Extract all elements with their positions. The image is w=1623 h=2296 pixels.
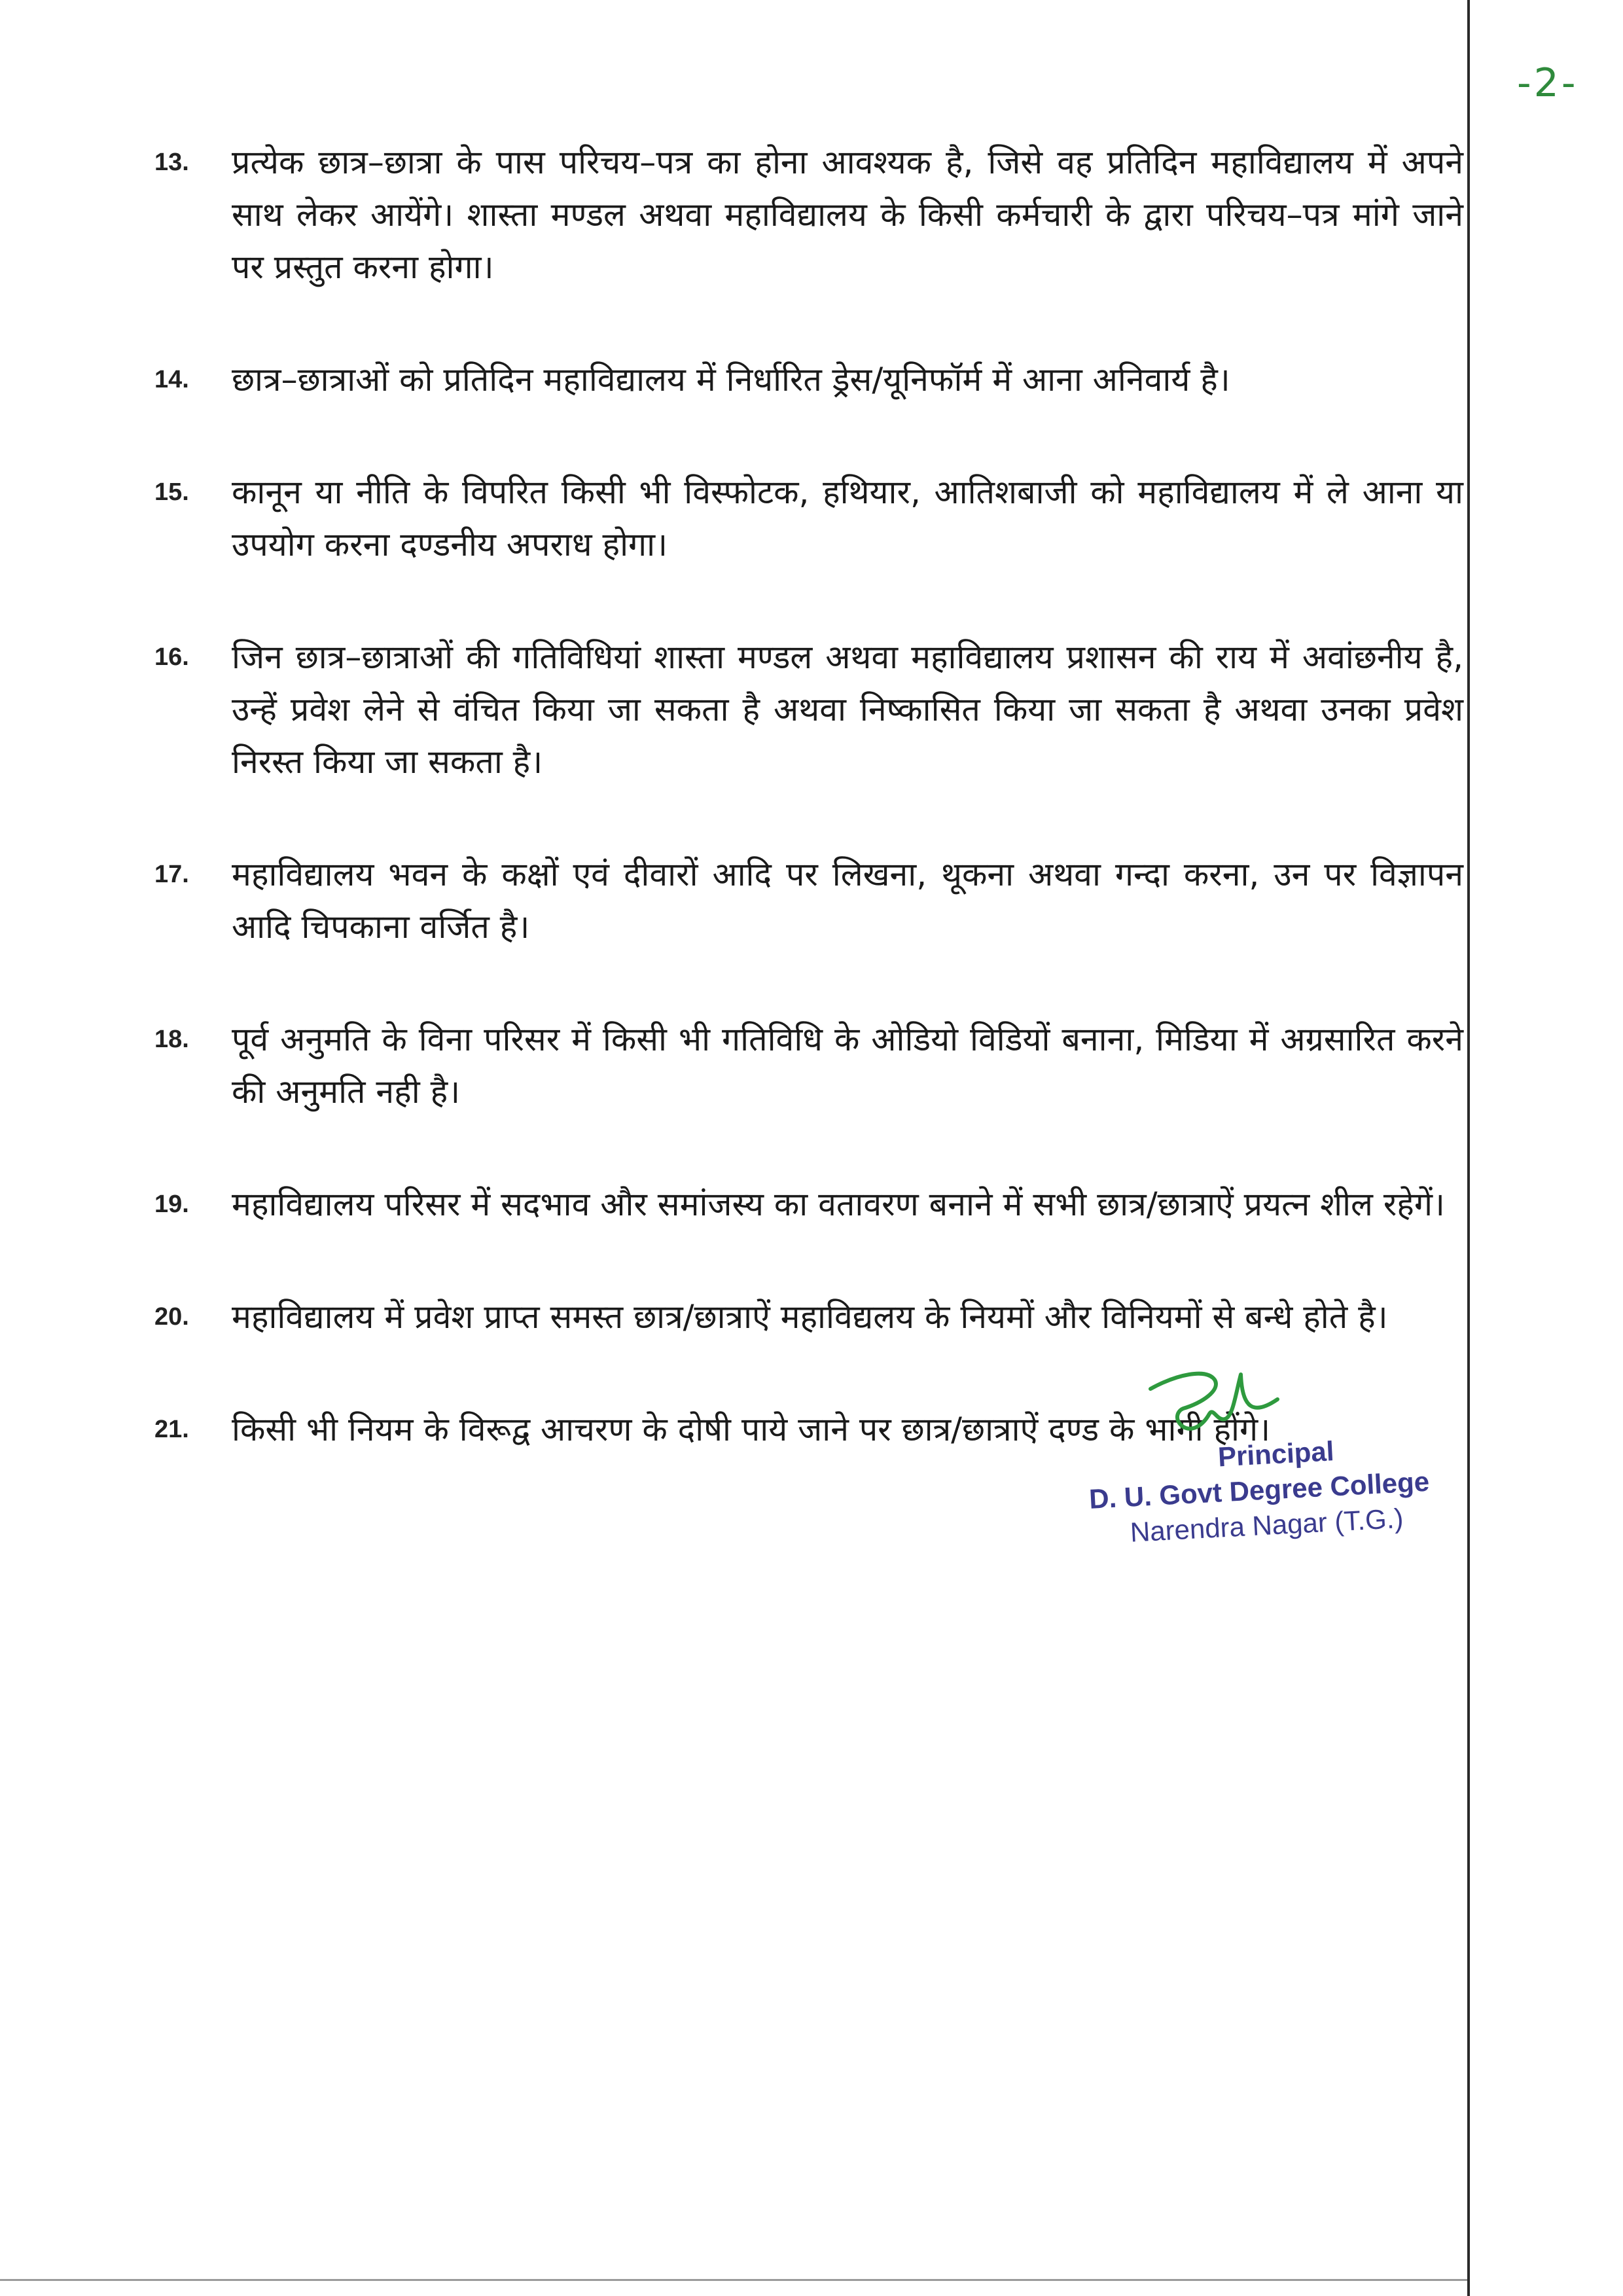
rule-number: 17. bbox=[154, 861, 189, 888]
page-number: -2- bbox=[1517, 60, 1578, 106]
rule-item bbox=[154, 353, 1463, 406]
rule-item bbox=[154, 136, 1463, 293]
rule-text: किसी भी नियम के विरूद्व आचरण के दोषी पाये जाने पर छात्र/छात्राऐं दण्ड के भागी होंगे। bbox=[232, 1410, 1271, 1448]
principal-stamp bbox=[1086, 1426, 1491, 1552]
page-edge-line bbox=[1467, 0, 1470, 2296]
rule-item bbox=[154, 848, 1463, 953]
rule-text: कानून या नीति के विपरित किसी भी विस्फोटक, हथियार, आतिशबाजी को महाविद्यालय में ले आना या उपयोग करना दण्डनीय अपराध होगा। bbox=[232, 473, 1463, 564]
page-bottom-line bbox=[0, 2279, 1467, 2281]
rule-item bbox=[154, 1178, 1463, 1230]
rule-item bbox=[154, 1013, 1463, 1118]
stamp-place: Narendra Nagar (T.G.) bbox=[1129, 1502, 1404, 1548]
rule-text: प्रत्येक छात्र–छात्रा के पास परिचय–पत्र का होना आवश्यक है, जिसे वह प्रतिदिन महाविद्यालय में अपने साथ लेकर आयेंगे। शास्ता मण्डल अथवा महाविद्यालय के किसी कर्मचारी के द्वारा परिचय–पत्र मांगे जाने पर प्रस्तुत करना होगा। bbox=[232, 143, 1463, 286]
rule-number: 15. bbox=[154, 478, 189, 506]
rule-item bbox=[154, 466, 1463, 571]
rule-number: 13. bbox=[154, 149, 189, 176]
rule-text: छात्र–छात्राओं को प्रतिदिन महाविद्यालय में निर्धारित ड्रेस/यूनिफॉर्म में आना अनिवार्य है। bbox=[232, 361, 1230, 399]
rule-number: 20. bbox=[154, 1303, 189, 1331]
rule-number: 14. bbox=[154, 366, 189, 393]
rule-number: 21. bbox=[154, 1416, 189, 1443]
rule-number: 16. bbox=[154, 643, 189, 671]
rules-list bbox=[154, 136, 1463, 1516]
rule-text: पूर्व अनुमति के विना परिसर में किसी भी गतिविधि के ओडियो विडियों बनाना, मिडिया में अग्रसारित करने की अनुमति नही है। bbox=[232, 1020, 1463, 1111]
rule-text: महाविद्यालय में प्रवेश प्राप्त समस्त छात्र/छात्राऐं महाविद्यलय के नियमों और विनियमों से बन्धे होते है। bbox=[232, 1298, 1388, 1336]
signature-mark bbox=[1137, 1348, 1281, 1446]
rule-text: महाविद्यालय भवन के कक्षों एवं दीवारों आदि पर लिखना, थूकना अथवा गन्दा करना, उन पर विज्ञापन आदि चिपकाना वर्जित है। bbox=[232, 855, 1463, 946]
rule-item bbox=[154, 1291, 1463, 1343]
rule-number: 19. bbox=[154, 1191, 189, 1218]
rule-item bbox=[154, 631, 1463, 788]
rule-text: महाविद्यालय परिसर में सदभाव और समांजस्य का वतावरण बनाने में सभी छात्र/छात्राऐं प्रयत्न शील रहेगें। bbox=[232, 1185, 1445, 1223]
stamp-college: D. U. Govt Degree College bbox=[1088, 1465, 1431, 1515]
rule-number: 18. bbox=[154, 1026, 189, 1053]
stamp-title: Principal bbox=[1217, 1435, 1335, 1473]
rule-text: जिन छात्र–छात्राओं की गतिविधियां शास्ता मण्डल अथवा महाविद्यालय प्रशासन की राय में अवांछनीय है, उन्हें प्रवेश लेने से वंचित किया जा सकता है अथवा निष्कासित किया जा सकता है अथवा उनका प्रवेश निरस्त किया जा सकता है। bbox=[232, 638, 1463, 781]
